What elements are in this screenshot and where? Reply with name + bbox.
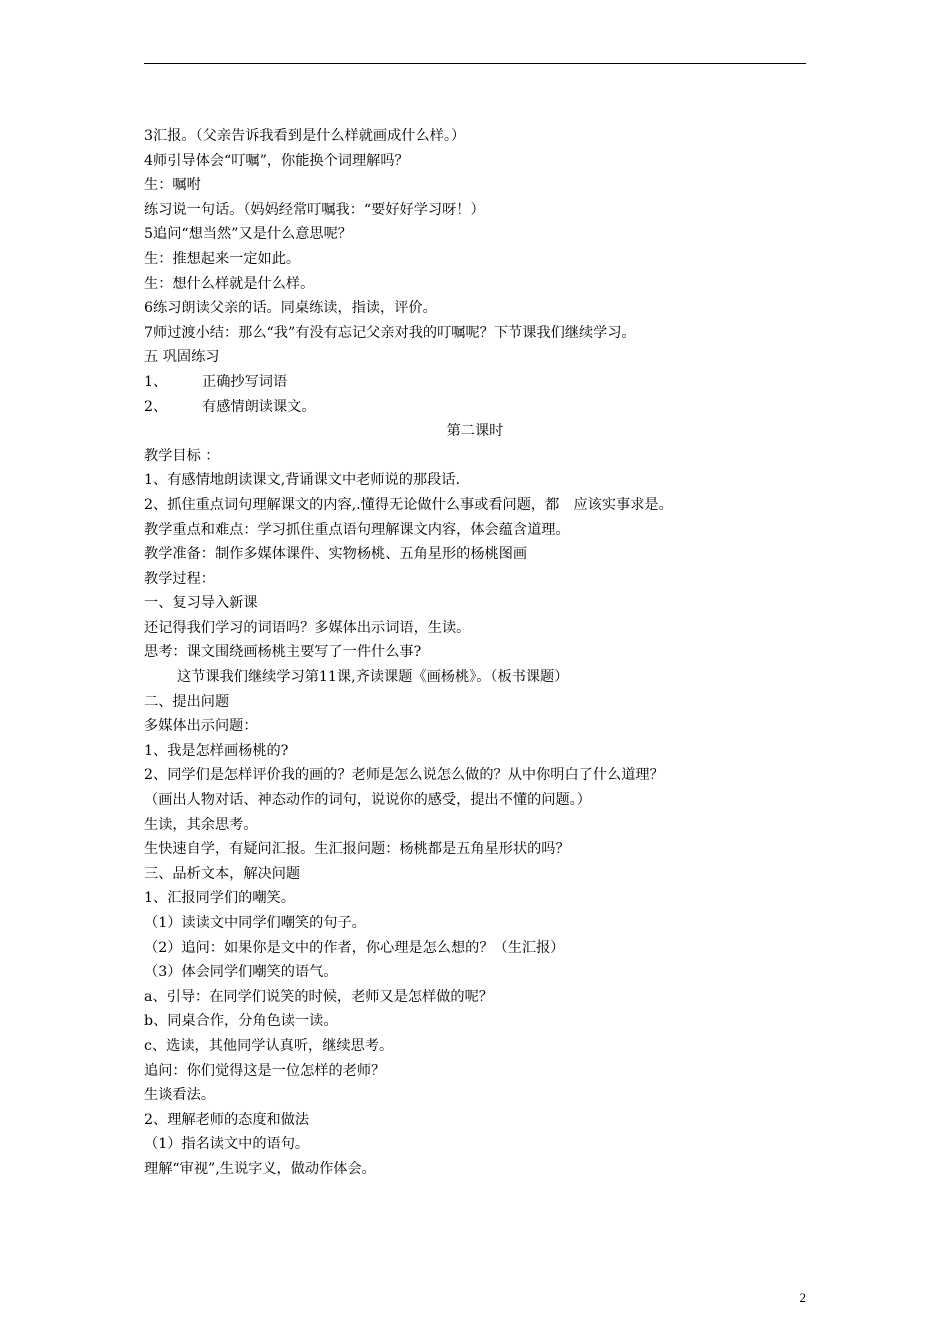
line-text: （1）读读文中同学们嘲笑的句子。 xyxy=(144,915,366,931)
text-line xyxy=(144,395,806,420)
text-line xyxy=(144,149,806,174)
text-line xyxy=(144,173,806,198)
line-text: 理解“审视”,生说字义，做动作体会。 xyxy=(144,1160,376,1177)
list-number: 1、 xyxy=(144,373,168,390)
text-line xyxy=(144,542,806,567)
line-text: 4师引导体会“叮嘱”，你能换个词理解吗？ xyxy=(144,152,409,169)
line-text: 生：想什么样就是什么样。 xyxy=(144,275,315,292)
text-line xyxy=(144,788,806,813)
text-line xyxy=(144,296,806,321)
line-text: 生谈看法。 xyxy=(144,1087,215,1104)
text-line xyxy=(144,247,806,272)
line-text: 第二课时 xyxy=(446,423,504,440)
header-rule xyxy=(144,63,806,64)
text-line xyxy=(144,763,806,788)
text-line xyxy=(144,567,806,592)
text-line xyxy=(144,1009,806,1034)
line-text: （3）体会同学们嘲笑的语气。 xyxy=(144,964,338,981)
text-line xyxy=(144,1157,806,1182)
text-line xyxy=(144,518,806,543)
text-line xyxy=(144,1132,806,1157)
text-line xyxy=(144,960,806,985)
line-text: 1、有感情地朗读课文,背诵课文中老师说的那段话. xyxy=(144,472,460,489)
text-line xyxy=(144,985,806,1010)
line-text: 五 巩固练习 xyxy=(144,349,220,366)
line-text: 思考：课文围绕画杨桃主要写了一件什么事? xyxy=(144,644,422,661)
line-text: 追问：你们觉得这是一位怎样的老师？ xyxy=(144,1062,386,1079)
line-text: 生：推想起来一定如此。 xyxy=(144,250,301,267)
text-line xyxy=(144,591,806,616)
line-text: （1）指名读文中的语句。 xyxy=(144,1136,310,1153)
line-text: （2）追问：如果你是文中的作者，你心理是怎么想的？（生汇报） xyxy=(144,939,565,956)
text-line xyxy=(144,714,806,739)
line-text: 教学重点和难点：学习抓住重点语句理解课文内容，体会蕴含道理。 xyxy=(144,521,570,538)
line-text: 练习说一句话。（妈妈经常叮嘱我：“要好好学习呀！） xyxy=(144,201,485,218)
text-line xyxy=(144,640,806,665)
line-text: 5追问“想当然”又是什么意思呢？ xyxy=(144,226,352,243)
text-line xyxy=(144,862,806,887)
line-text: 多媒体出示问题： xyxy=(144,718,258,735)
line-text: a、引导：在同学们说笑的时候，老师又是怎样做的呢？ xyxy=(144,988,493,1005)
line-text: 这节课我们继续学习第11课,齐读课题《画杨桃》。（板书课题） xyxy=(177,669,569,686)
line-text: 一、复习导入新课 xyxy=(144,595,258,612)
line-text: 正确抄写词语 xyxy=(202,373,288,390)
line-text: 教学准备：制作多媒体课件、实物杨桃、五角星形的杨桃图画 xyxy=(144,546,528,563)
text-line xyxy=(144,345,806,370)
text-line xyxy=(144,124,806,149)
text-line xyxy=(144,886,806,911)
text-line xyxy=(144,370,806,395)
text-line xyxy=(144,665,806,690)
text-line xyxy=(144,1034,806,1059)
line-text: 1、我是怎样画杨桃的? xyxy=(144,742,289,759)
text-line xyxy=(144,690,806,715)
text-line xyxy=(144,1108,806,1133)
line-text: 生快速自学，有疑问汇报。生汇报问题：杨桃都是五角星形状的吗？ xyxy=(144,841,570,858)
text-line xyxy=(144,321,806,346)
text-line xyxy=(144,837,806,862)
line-text: 2、抓住重点词句理解课文的内容,.懂得无论做什么事或看问题，都 应该实事求是。 xyxy=(144,496,673,513)
text-line xyxy=(144,936,806,961)
line-text: 3汇报。（父亲告诉我看到是什么样就画成什么样。） xyxy=(144,128,466,144)
line-text: c、选读，其他同学认真听，继续思考。 xyxy=(144,1037,394,1054)
line-text: 教学过程： xyxy=(144,570,215,587)
line-text: 生读，其余思考。 xyxy=(144,816,258,833)
text-line xyxy=(144,493,806,518)
line-text: 7师过渡小结：那么“我”有没有忘记父亲对我的叮嘱呢？下节课我们继续学习。 xyxy=(144,324,636,341)
page-number: 2 xyxy=(799,1290,806,1305)
text-line xyxy=(144,911,806,936)
line-text: 三、品析文本，解决问题 xyxy=(144,865,301,882)
line-text: 教学目标 ： xyxy=(144,447,220,464)
text-line xyxy=(144,1083,806,1108)
text-line xyxy=(144,222,806,247)
document-body xyxy=(144,124,806,1182)
line-text: 1、汇报同学们的嘲笑。 xyxy=(144,890,295,907)
line-text: b、同桌合作，分角色读一读。 xyxy=(144,1013,338,1030)
line-text: 6练习朗读父亲的话。同桌练读，指读，评价。 xyxy=(144,300,437,317)
text-line xyxy=(144,813,806,838)
section-heading xyxy=(144,419,806,444)
line-text: 2、同学们是怎样评价我的画的？老师是怎么说怎么做的？从中你明白了什么道理？ xyxy=(144,767,664,784)
list-number: 2、 xyxy=(144,398,168,415)
text-line xyxy=(144,616,806,641)
text-line xyxy=(144,272,806,297)
text-line xyxy=(144,444,806,469)
text-line xyxy=(144,1059,806,1084)
line-text: （画出人物对话、神态动作的词句，说说你的感受，提出不懂的问题。） xyxy=(144,792,591,809)
text-line xyxy=(144,739,806,764)
line-text: 生：嘱咐 xyxy=(144,177,201,194)
line-text: 二、提出问题 xyxy=(144,693,230,710)
text-line xyxy=(144,468,806,493)
text-line xyxy=(144,198,806,223)
line-text: 有感情朗读课文。 xyxy=(202,398,316,415)
line-text: 2、理解老师的态度和做法 xyxy=(144,1111,310,1128)
line-text: 还记得我们学习的词语吗？多媒体出示词语，生读。 xyxy=(144,619,471,636)
